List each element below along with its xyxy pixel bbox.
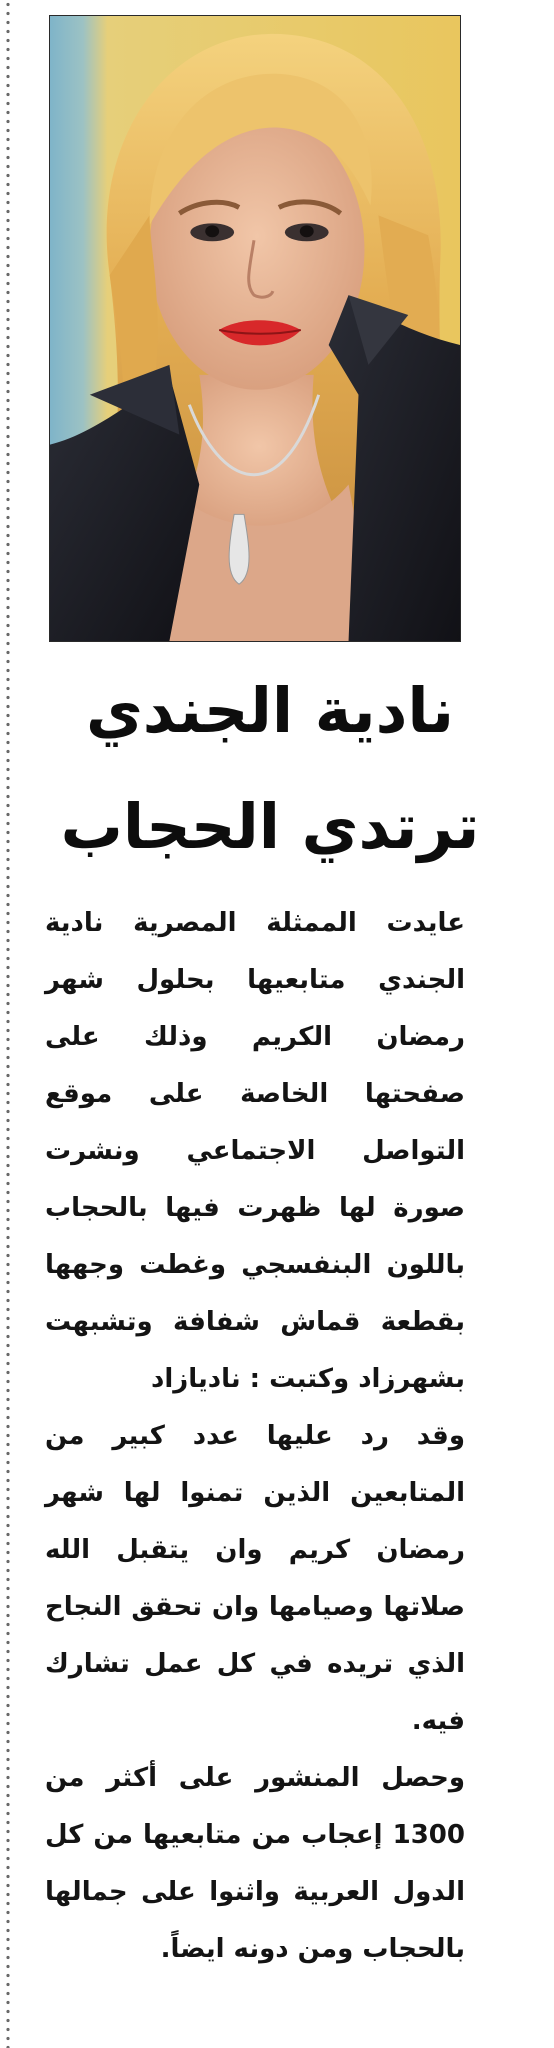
- woman-portrait-icon: [50, 16, 460, 641]
- headline-line-1: نادية الجندي: [85, 674, 454, 747]
- portrait-photo: [49, 15, 461, 642]
- article-paragraph-1: عايدت الممثلة المصرية نادية الجندي متابعيها بحلول شهر رمضان الكريم وذلك على صفحتها الخاصة على موقع التواصل الاجتماعي ونشرت صورة لها ظهرت فيها بالحجاب باللون البنفسجي وغطت وجهها بقطعة قماش شفافة وتشبهت بشهرزاد وكتبت : نادیازاد: [45, 908, 465, 1394]
- article-paragraph-3: وحصل المنشور على أكثر من 1300 إعجاب من متابعيها من كل الدول العربية واثنوا على جمالها بالحجاب ومن دونه ايضاً.: [45, 1763, 465, 1964]
- headline-line-2: ترتدي الحجاب: [60, 790, 480, 863]
- article-paragraph-2: وقد رد عليها عدد كبير من المتابعين الذين تمنوا لها شهر رمضان كريم وان يتقبل الله صلاتها وصيامها وان تحقق النجاح الذي تريده في كل عمل تشارك فيه.: [45, 1421, 465, 1736]
- article-body: [45, 895, 465, 1978]
- column-divider: [6, 0, 10, 2048]
